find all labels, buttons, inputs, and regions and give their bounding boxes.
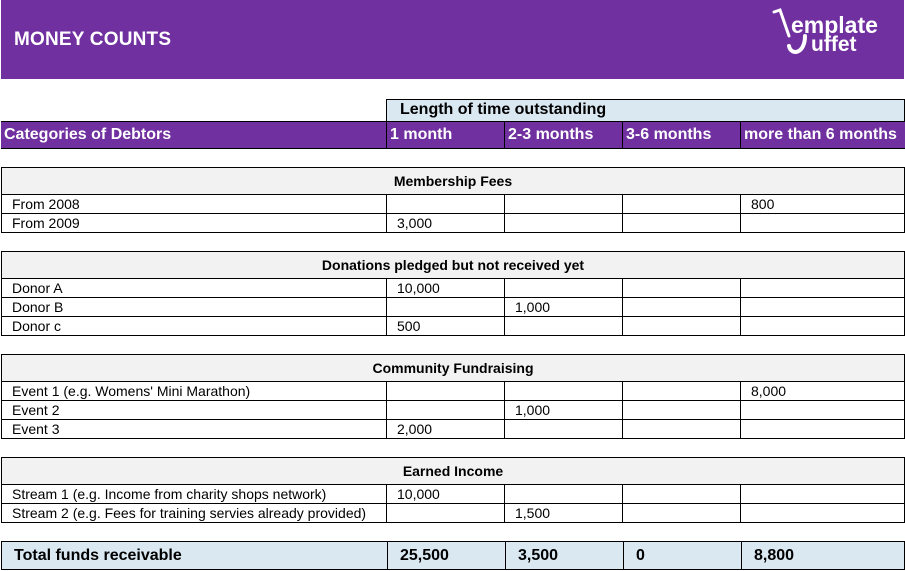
row-label-cell[interactable]: Stream 1 (e.g. Income from charity shops network) [1, 485, 387, 504]
row-label-cell[interactable]: Stream 2 (e.g. Fees for training servies already provided) [1, 504, 387, 523]
value-cell-1-month[interactable]: 10,000 [387, 279, 505, 298]
section-donations [1, 251, 905, 336]
total-row [1, 541, 905, 570]
column-header-categories: Categories of Debtors [4, 126, 172, 143]
value-cell-1-month[interactable]: 500 [387, 317, 505, 336]
section-title: Donations pledged but not received yet [1, 251, 905, 279]
table-row [1, 214, 905, 233]
table-row [1, 504, 905, 523]
value-cell-more-than-6-months[interactable] [741, 485, 905, 504]
value-cell-1-month[interactable]: 10,000 [387, 485, 505, 504]
value-cell-2-3-months[interactable]: 1,000 [505, 401, 623, 420]
value-cell-2-3-months[interactable] [505, 420, 623, 439]
value-cell-3-6-months[interactable] [623, 195, 741, 214]
value-cell-1-month[interactable] [387, 382, 505, 401]
column-header-row [1, 121, 905, 149]
value-cell-3-6-months[interactable] [623, 279, 741, 298]
row-label-cell[interactable]: Donor c [1, 317, 387, 336]
section-title: Earned Income [1, 457, 905, 485]
table-row [1, 195, 905, 214]
section-membership-fees [1, 167, 905, 233]
value-cell-2-3-months[interactable] [505, 382, 623, 401]
table-row [1, 420, 905, 439]
table-row [1, 401, 905, 420]
title-banner [1, 0, 904, 79]
value-cell-3-6-months[interactable] [623, 214, 741, 233]
value-cell-more-than-6-months[interactable] [741, 317, 905, 336]
row-label-cell[interactable]: From 2008 [1, 195, 387, 214]
total-more-than-6-months[interactable]: 8,800 [754, 547, 795, 564]
page-title: MONEY COUNTS [14, 29, 172, 50]
length-of-time-header: Length of time outstanding [386, 99, 905, 122]
row-label-cell[interactable]: From 2009 [1, 214, 387, 233]
section-title: Community Fundraising [1, 354, 905, 382]
row-label-cell[interactable]: Event 2 [1, 401, 387, 420]
column-header-3-6-months: 3-6 months [626, 126, 712, 143]
value-cell-2-3-months[interactable]: 1,500 [505, 504, 623, 523]
value-cell-2-3-months[interactable] [505, 485, 623, 504]
table-row [1, 485, 905, 504]
value-cell-2-3-months[interactable] [505, 317, 623, 336]
total-3-6-months[interactable]: 0 [636, 547, 645, 564]
value-cell-more-than-6-months[interactable] [741, 298, 905, 317]
table-row [1, 382, 905, 401]
value-cell-more-than-6-months[interactable] [741, 214, 905, 233]
value-cell-2-3-months[interactable] [505, 195, 623, 214]
value-cell-3-6-months[interactable] [623, 382, 741, 401]
value-cell-1-month[interactable]: 3,000 [387, 214, 505, 233]
row-label-cell[interactable]: Donor B [1, 298, 387, 317]
value-cell-3-6-months[interactable] [623, 420, 741, 439]
section-title: Membership Fees [1, 167, 905, 195]
column-header-more-than-6-months: more than 6 months [744, 126, 897, 143]
value-cell-1-month[interactable]: 2,000 [387, 420, 505, 439]
value-cell-3-6-months[interactable] [623, 504, 741, 523]
value-cell-more-than-6-months[interactable] [741, 420, 905, 439]
column-header-1-month: 1 month [390, 126, 453, 143]
section-earned-income [1, 457, 905, 523]
total-label[interactable]: Total funds receivable [14, 547, 182, 564]
value-cell-1-month[interactable] [387, 195, 505, 214]
value-cell-3-6-months[interactable] [623, 485, 741, 504]
row-label-cell[interactable]: Event 3 [1, 420, 387, 439]
total-1-month[interactable]: 25,500 [400, 547, 449, 564]
value-cell-more-than-6-months[interactable]: 800 [741, 195, 905, 214]
column-header-2-3-months: 2-3 months [508, 126, 594, 143]
value-cell-more-than-6-months[interactable] [741, 279, 905, 298]
value-cell-3-6-months[interactable] [623, 298, 741, 317]
value-cell-2-3-months[interactable]: 1,000 [505, 298, 623, 317]
logo-text-top: emplate [791, 12, 878, 38]
value-cell-1-month[interactable] [387, 504, 505, 523]
value-cell-2-3-months[interactable] [505, 214, 623, 233]
table-row [1, 317, 905, 336]
section-community-fundraising [1, 354, 905, 439]
table-row [1, 279, 905, 298]
value-cell-2-3-months[interactable] [505, 279, 623, 298]
value-cell-3-6-months[interactable] [623, 401, 741, 420]
row-label-cell[interactable]: Event 1 (e.g. Womens' Mini Marathon) [1, 382, 387, 401]
total-2-3-months[interactable]: 3,500 [518, 547, 559, 564]
value-cell-3-6-months[interactable] [623, 317, 741, 336]
value-cell-1-month[interactable] [387, 401, 505, 420]
value-cell-more-than-6-months[interactable] [741, 401, 905, 420]
template-buffet-logo [771, 6, 899, 62]
row-label-cell[interactable]: Donor A [1, 279, 387, 298]
value-cell-1-month[interactable] [387, 298, 505, 317]
value-cell-more-than-6-months[interactable] [741, 504, 905, 523]
logo-text-bottom: uffet [811, 33, 857, 56]
table-row [1, 298, 905, 317]
value-cell-more-than-6-months[interactable]: 8,000 [741, 382, 905, 401]
